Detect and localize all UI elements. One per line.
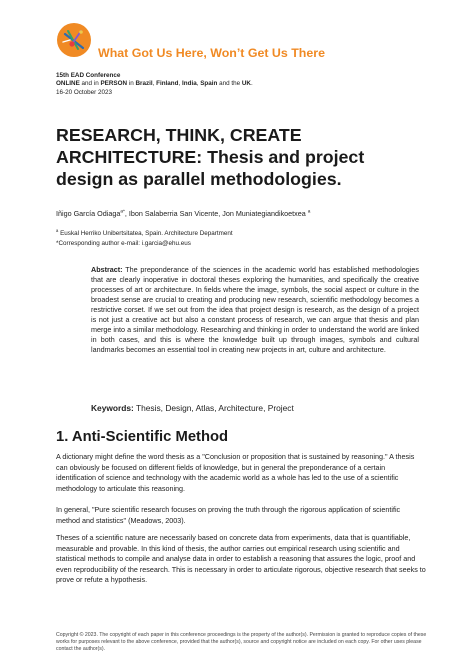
keywords-label: Keywords:: [91, 403, 134, 413]
conference-text: in: [127, 80, 136, 88]
body-paragraph: In general, "Pure scientific research focuses on proving the truth through the rigorous application of scientific method and statistics" (Meadows, 2003).: [56, 505, 401, 525]
keywords-text: Thesis, Design, Atlas, Architecture, Project: [133, 403, 294, 413]
conference-info: [56, 72, 253, 97]
country-brazil: Brazil: [135, 80, 153, 88]
conference-modes: [56, 80, 253, 88]
body-paragraph: A dictionary might define the word thesis as a "Conclusion or proposition that is sustained by reasoning." A thesis can obviously be focused on different fields of knowledge, but in general the preponderance of a certain identification of science and technology with the academic world as a whole has led to the use of a scientific methodology to articulate this reasoning.: [56, 452, 415, 493]
paper-authors: [56, 209, 310, 218]
copyright-footer: Copyright © 2023. The copyright of each paper in this conference proceedings is the property of the author(s). Permission is granted to reproduce copies of these works for purposes relevant to the above conference, provided that the author(s), source and copyright notice are included on each copy. For other uses please contact the author(s).: [56, 632, 427, 652]
mode-person: PERSON: [100, 80, 128, 88]
country-india: India: [182, 80, 197, 88]
conference-text: and in: [79, 80, 101, 88]
affiliation-text: Euskal Herriko Unibertsitatea, Spain. Architecture Department: [58, 230, 233, 238]
conference-text: ,: [196, 80, 201, 88]
ead-conference-logo-icon: [56, 22, 92, 58]
conference-text: and the: [217, 80, 242, 88]
conference-text: .: [250, 80, 253, 88]
affiliations: [56, 226, 233, 248]
paper-title: RESEARCH, THINK, CREATE ARCHITECTURE: Thesis and project design as parallel methodologies.: [56, 125, 365, 189]
mode-online: ONLINE: [56, 80, 80, 88]
country-uk: UK: [241, 80, 251, 88]
abstract: [91, 265, 419, 355]
conference-name: 15th EAD Conference: [56, 72, 121, 79]
conference-dates: 16-20 October 2023: [56, 88, 113, 96]
conference-text: ,: [178, 80, 182, 88]
conference-tagline: What Got Us Here, Won’t Get Us There: [98, 46, 325, 60]
keywords: [91, 403, 294, 413]
affiliation-marker: a: [56, 228, 59, 233]
abstract-label: Abstract:: [91, 265, 123, 274]
author-others-marker: a: [307, 209, 311, 215]
corresponding-author: *Corresponding author e-mail: i.garcia@ehu.eus: [56, 239, 191, 247]
author-others: , Ibon Salaberria San Vicente, Jon Muniategiandikoetxea: [124, 209, 306, 218]
country-spain: Spain: [200, 80, 218, 88]
affiliation-line: [56, 226, 233, 239]
author-primary-marker: a*: [120, 209, 125, 215]
section-heading: 1. Anti-Scientific Method: [56, 429, 229, 445]
author-primary: Iñigo García Odiaga: [56, 209, 121, 218]
abstract-text: The preponderance of the sciences in the academic world has established methodologies that are clearly inoperative in doctoral theses exploring the humanities, and specifically the creative processes of art or architecture. In fields where the image, symbols, the social aspect or culture in the broadest sense are crucial to creating and producing new research, scientific methodology becomes a restrictive corset. If we set out from the idea that project design is research, as the design of a project is not just a creative act but also a constant process of research, we can argue that thesis and plan merge into a similar methodology. Researching and thinking in order to understand the world are linked in both cases, and this is where the knowledge built up through images, symbols and cultural landmarks becomes an essential tool in creating new projects in art, culture and architecture.: [91, 265, 419, 354]
body-paragraph: Theses of a scientific nature are necessarily based on concrete data from experiments, data that is quantifiable, measurable and provable. In this kind of thesis, the author carries out empirical research using scientific and statistical methods to compile and analyse data in order to establish a reasoning that assures the logic, proof and even reproducibility of the research. This is necessary in order to articulate rigorous, objective research that seeks to prove or refute a hypothesis.: [56, 533, 426, 585]
conference-text: ,: [152, 80, 157, 88]
country-finland: Finland: [156, 80, 179, 88]
